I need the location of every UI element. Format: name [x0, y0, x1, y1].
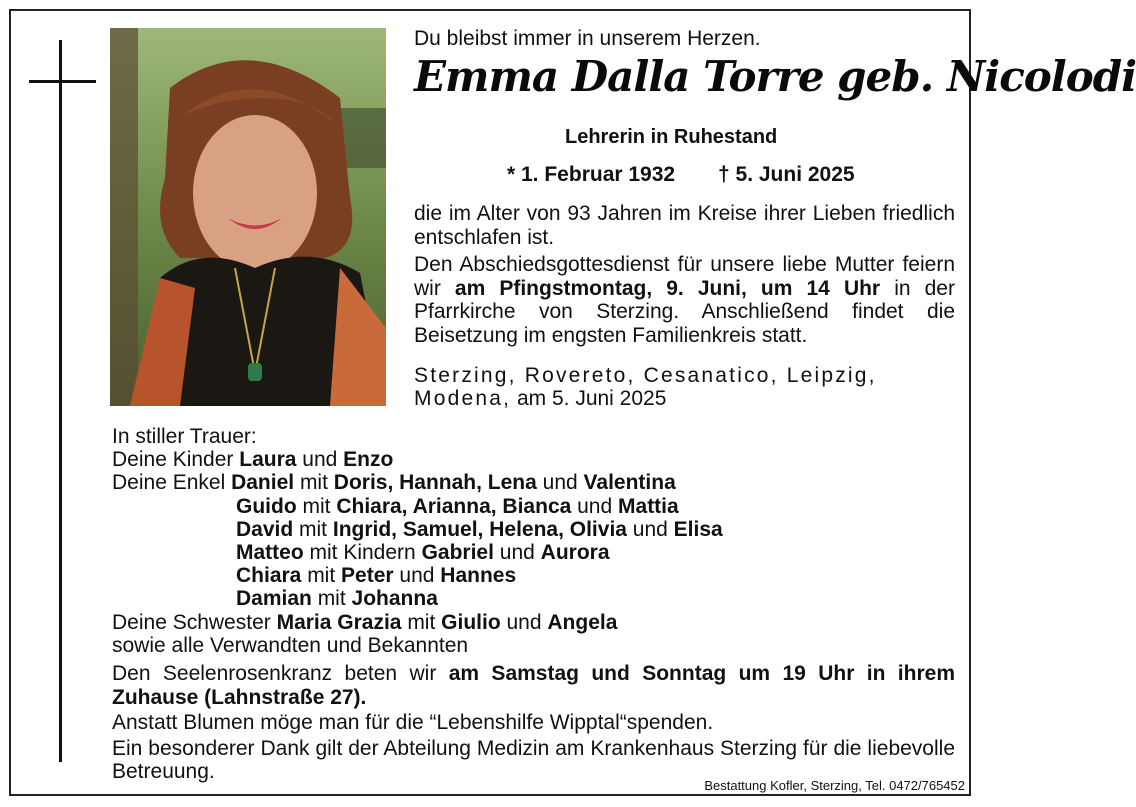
place-date-line: Modena, am 5. Juni 2025: [414, 387, 667, 410]
places-line: Sterzing, Rovereto, Cesanatico, Leipzig,: [414, 364, 877, 387]
cross-icon-bar: [29, 80, 96, 83]
grandchild-line: Damian mit Johanna: [236, 587, 438, 611]
family-list: [112, 425, 723, 657]
portrait-photo: [110, 28, 386, 406]
thanks-paragraph: Ein besonderer Dank gilt der Abteilung Medizin am Krankenhaus Sterzing für die liebevolle Betreuung.: [112, 736, 955, 783]
intro-paragraph: die im Alter von 93 Jahren im Kreise ihrer Lieben friedlich entschlafen ist.: [414, 202, 955, 249]
footer-notes: [112, 662, 955, 786]
grandchild-line: David mit Ingrid, Samuel, Helena, Olivia und Elisa: [236, 517, 723, 541]
rosary-paragraph: Den Seelenrosenkranz beten wir am Samstag und Sonntag um 19 Uhr in ihrem Zuhause (Lahnstraße 27).: [112, 662, 955, 709]
grandchild-line: Chiara mit Peter und Hannes: [236, 564, 517, 588]
cross-icon: [59, 40, 62, 762]
grandchild-line: Matteo mit Kindern Gabriel und Aurora: [236, 541, 610, 565]
occupation: Lehrerin in Ruhestand: [565, 126, 778, 148]
deceased-name: Emma Dalla Torre geb. Nicolodi: [414, 52, 1136, 101]
service-paragraph: Den Abschiedsgottesdienst für unsere liebe Mutter feiern wir am Pfingstmontag, 9. Juni, um 14 Uhr in der Pfarrkirche von Sterzing. Anschließend findet die Beisetzung im engsten Familienkreis statt.: [414, 253, 955, 347]
mourning-label: In stiller Trauer:: [112, 425, 257, 448]
birth-date: * 1. Februar 1932: [507, 163, 676, 186]
children-line: Deine Kinder Laura und Enzo: [112, 448, 394, 472]
grandchildren-line: Deine Enkel Daniel mit Doris, Hannah, Lena und Valentina: [112, 471, 676, 495]
death-date: † 5. Juni 2025: [718, 163, 855, 186]
sister-line: Deine Schwester Maria Grazia mit Giulio und Angela: [112, 610, 618, 634]
relatives-line: sowie alle Verwandten und Bekannten: [112, 633, 469, 657]
flowers-paragraph: Anstatt Blumen möge man für die “Lebenshilfe Wipptal“spenden.: [112, 711, 714, 734]
grandchild-line: Guido mit Chiara, Arianna, Bianca und Mattia: [236, 494, 679, 518]
funeral-home-credit: Bestattung Kofler, Sterzing, Tel. 0472/765452: [704, 778, 965, 793]
motto: Du bleibst immer in unserem Herzen.: [414, 27, 761, 50]
